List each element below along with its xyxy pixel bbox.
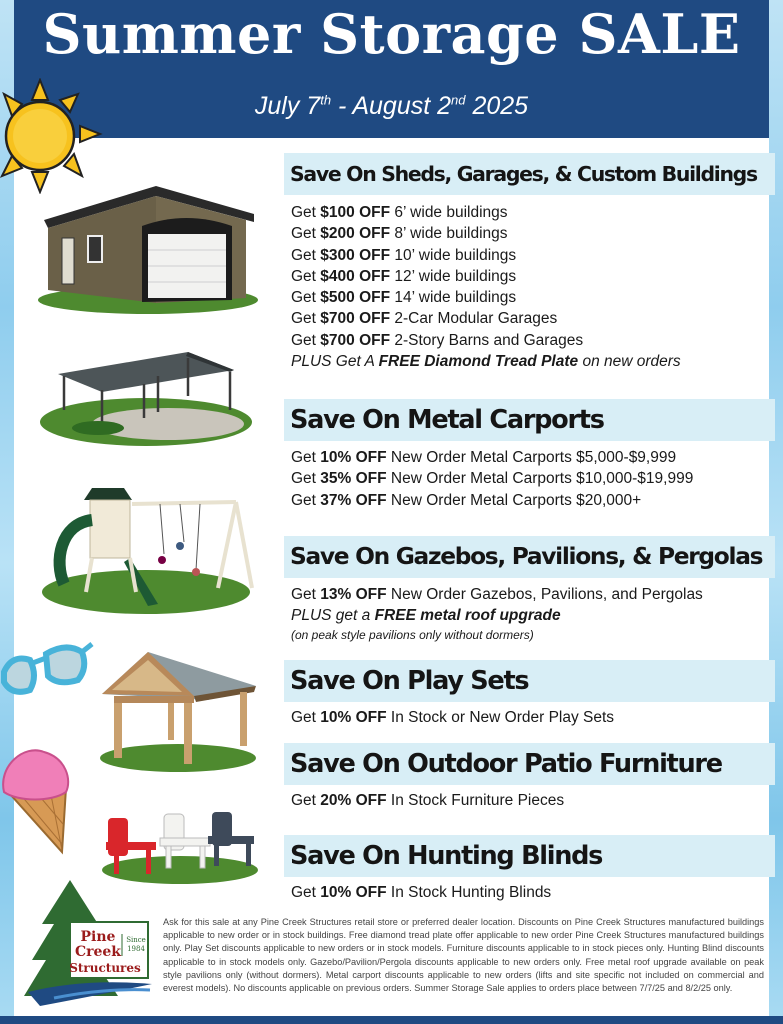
ice-cream-icon (0, 744, 76, 856)
heading-sheds-garages: Save On Sheds, Garages, & Custom Buildings (284, 153, 775, 195)
pavilion-image (98, 648, 260, 774)
offer-line: Get $300 OFF 10’ wide buildings (291, 246, 517, 264)
offer-line: Get 10% OFF In Stock or New Order Play Sets (291, 709, 615, 726)
gazebos-offer-list (291, 584, 771, 643)
offer-line: Get $500 OFF 14’ wide buildings (291, 289, 517, 307)
offer-line: Get $200 OFF 8’ wide buildings (291, 225, 508, 243)
offer-line: Get 35% OFF New Order Metal Carports $10,000-$19,999 (291, 470, 694, 488)
carports-offer-list (291, 447, 771, 511)
fine-print-disclaimer: Ask for this sale at any Pine Creek Structures retail store or preferred dealer location. Discounts on Pine Creek Structures manufactured buildings applicable to new order or in stock buildings. Free diamond tread plate offer applicable to new order Pine Creek Structures manufactured buildings only. Play Set discounts applicable to new orders or in stock models. Furniture discounts applicable to in stock pieces only. Hunting Blind discounts applicable to in stock models only. Gazebo/Pavilion/Pergola discounts applicable to new orders only. Free metal roof upgrade available on peak style pavilions only (without dormers). Metal carport discounts applicable to new orders (lifts and site specific not included on commercial and everest models). No discounts applicable on previous orders. Summer Storage Sale applies to orders place between 7/7/25 and 8/2/25 only. (163, 917, 764, 994)
sale-dates (14, 92, 769, 121)
offer-line: Get $700 OFF 2-Car Modular Garages (291, 310, 558, 328)
logo-since-label: Since (126, 936, 146, 944)
logo-text (72, 930, 124, 960)
heading-metal-carports: Save On Metal Carports (284, 399, 775, 441)
date-start: July 7 (254, 92, 321, 120)
sunglasses-icon (0, 632, 96, 712)
offer-line: Get $700 OFF 2-Story Barns and Garages (291, 331, 584, 349)
offer-line: Get 10% OFF New Order Metal Carports $5,000-$9,999 (291, 449, 677, 466)
heading-play-sets: Save On Play Sets (284, 660, 775, 702)
heading-gazebos-pavilions: Save On Gazebos, Pavilions, & Pergolas (284, 536, 775, 578)
date-year: 2025 (465, 92, 529, 120)
heading-patio-furniture: Save On Outdoor Patio Furniture (284, 743, 775, 785)
adirondack-chairs-image (100, 806, 262, 886)
date-start-suffix: th (320, 92, 332, 108)
shed-garage-image (36, 178, 260, 318)
blinds-offer-list (291, 882, 771, 903)
offer-line: Get 13% OFF New Order Gazebos, Pavilions, and Pergolas (291, 586, 703, 603)
offer-line: Get 37% OFF New Order Metal Carports $20,000+ (291, 491, 642, 509)
offer-line-bonus: PLUS get a FREE metal roof upgrade (291, 607, 561, 625)
offer-line: Get $400 OFF 12’ wide buildings (291, 267, 517, 285)
sale-header (14, 0, 769, 138)
metal-carport-image (38, 348, 256, 448)
sale-title: Summer Storage SALE (42, 2, 741, 66)
logo-since (124, 936, 148, 954)
date-end-suffix: nd (451, 92, 466, 108)
offer-line: Get 10% OFF In Stock Hunting Blinds (291, 884, 552, 901)
logo-line-structures: Structures (69, 961, 141, 975)
offer-note: (on peak style pavilions only without dormers) (291, 627, 534, 642)
sun-icon (0, 78, 104, 194)
logo-line-pine: Pine (80, 929, 116, 945)
play-set-image (40, 480, 256, 618)
logo-since-year: 1984 (127, 945, 145, 953)
date-end: - August 2 (331, 92, 452, 120)
offer-line: Get 20% OFF In Stock Furniture Pieces (291, 792, 565, 809)
logo-line-creek: Creek (74, 944, 122, 960)
footer-bar (0, 1016, 783, 1024)
furniture-offer-list (291, 790, 771, 811)
sheds-offer-list (291, 202, 771, 372)
playsets-offer-list (291, 707, 771, 728)
offer-line: Get $100 OFF 6’ wide buildings (291, 204, 508, 221)
offer-line-bonus: PLUS Get A FREE Diamond Tread Plate on new orders (291, 353, 681, 371)
heading-hunting-blinds: Save On Hunting Blinds (284, 835, 775, 877)
